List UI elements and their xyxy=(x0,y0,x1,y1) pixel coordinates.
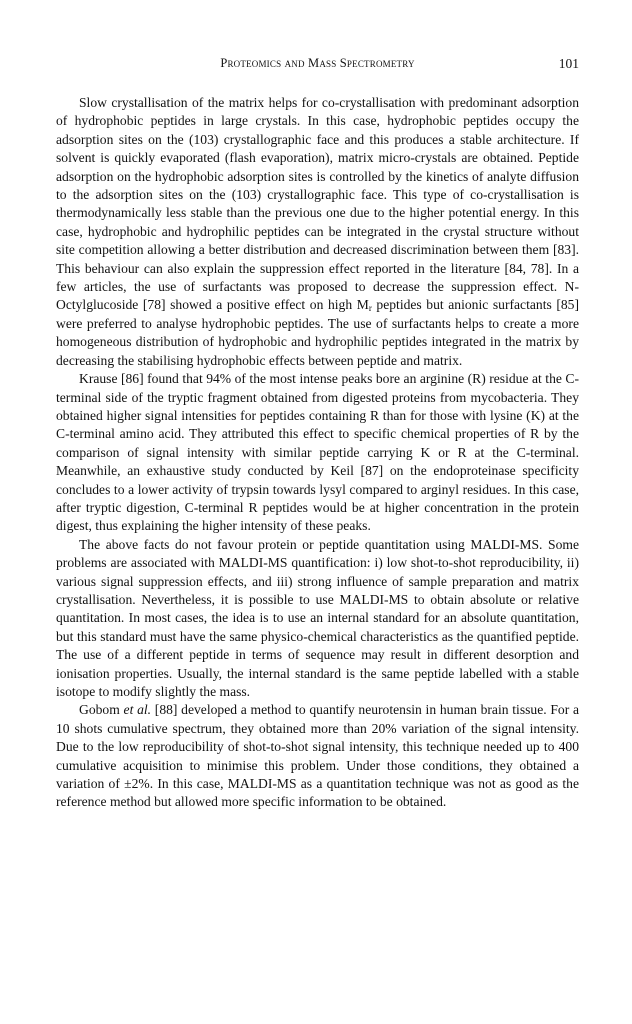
gobom-author: Gobom xyxy=(79,702,124,718)
running-title: Proteomics and Mass Spectrometry xyxy=(220,56,415,70)
gobom-text: [88] developed a method to quantify neurotensin in human brain tissue. For a 10 shots cumulative spectrum, they obtained more than 20% variation of the signal intensity. Due to the low reproducibility of shot-to-shot signal intensity, this technique needed up to 400 cumulative acquisition to minimise this problem. Under those conditions, they obtained a variation of ±2%. In this case, MALDI-MS as a quantitation technique was not as good as the reference method but allowed more specific information to be obtained. xyxy=(56,702,580,810)
paragraph-crystallisation-text-cont: peptides but anionic surfactants [85] were preferred to analyse hydrophobic peptides. The use of surfactants helps to create a more homogeneous distribution of hydrophobic and hydrophilic peptides integrated in the matrix by decreasing the stabilising hydrophobic effects between peptide and matrix. xyxy=(56,297,579,368)
body-text xyxy=(56,94,579,812)
mr-subscript: r xyxy=(368,303,372,314)
paragraph-quantitation: The above facts do not favour protein or peptide quantitation using MALDI-MS. Some problems are associated with MALDI-MS quantification: i) low shot-to-shot reproducibility, ii) various signal suppression effects, and iii) strong influence of sample preparation and matrix crystallisation. Nevertheless, it is possible to use MALDI-MS to obtain absolute or relative quantitation. In most cases, the idea is to use an internal standard for an absolute quantitation, but this standard must have the same physico-chemical characteristics as the quantified peptide. The use of a different peptide in terms of sequence may result in different desorption and ionisation properties. Usually, the internal standard is the same peptide labelled with a stable isotope to modify slightly the mass. xyxy=(56,536,579,699)
paragraph-crystallisation xyxy=(56,94,579,370)
paragraph-crystallisation-text: Slow crystallisation of the matrix helps for co-crystallisation with predominant adsorption of hydrophobic peptides in large crystals. In this case, hydrophobic peptides occupy the adsorption sites on the (103) crystallographic face and this produces a stable architecture. If solvent is quickly evaporated (flash evaporation), matrix micro-crystals are obtained. Peptide adsorption on the hydrophobic adsorption sites is controlled by the kinetics of analyte diffusion to the adsorption sites on the (103) crystallographic face. This type of co-crystallisation is thermodynamically less stable than the previous one due to the higher potential energy. In this case, hydrophobic and hydrophilic peptides can be integrated in the crystal structure without site competition allowing a better distribution and decreased discrimination between them [83]. This behaviour can also explain the suppression effect reported in the literature [84, 78]. In a few articles, the use of surfactants was proposed to decrease the suppression effect. N-Octylglucoside [78] showed a positive effect on high M xyxy=(56,95,579,313)
running-head xyxy=(56,56,579,76)
paragraph-krause: Krause [86] found that 94% of the most intense peaks bore an arginine (R) residue at the C-terminal side of the tryptic fragment obtained from digested proteins from mycobacteria. They obtained higher signal intensities for peptides containing R than for those with lysine (K) at the C-terminal amino acid. They attributed this effect to specific chemical properties of R by the comparison of signal intensity with similar peptide carrying K or R at the C-terminal. Meanwhile, an exhaustive study conducted by Keil [87] on the endoproteinase specificity concludes to a lower activity of trypsin towards lysyl compared to arginyl residues. In this case, after tryptic digestion, C-terminal R peptides would be at higher concentration in the protein digest, thus explaining the higher intensity of these peaks. xyxy=(56,371,579,534)
gobom-etal: et al. xyxy=(123,702,152,718)
page-number: 101 xyxy=(558,56,579,71)
paragraph-gobom xyxy=(56,701,579,811)
